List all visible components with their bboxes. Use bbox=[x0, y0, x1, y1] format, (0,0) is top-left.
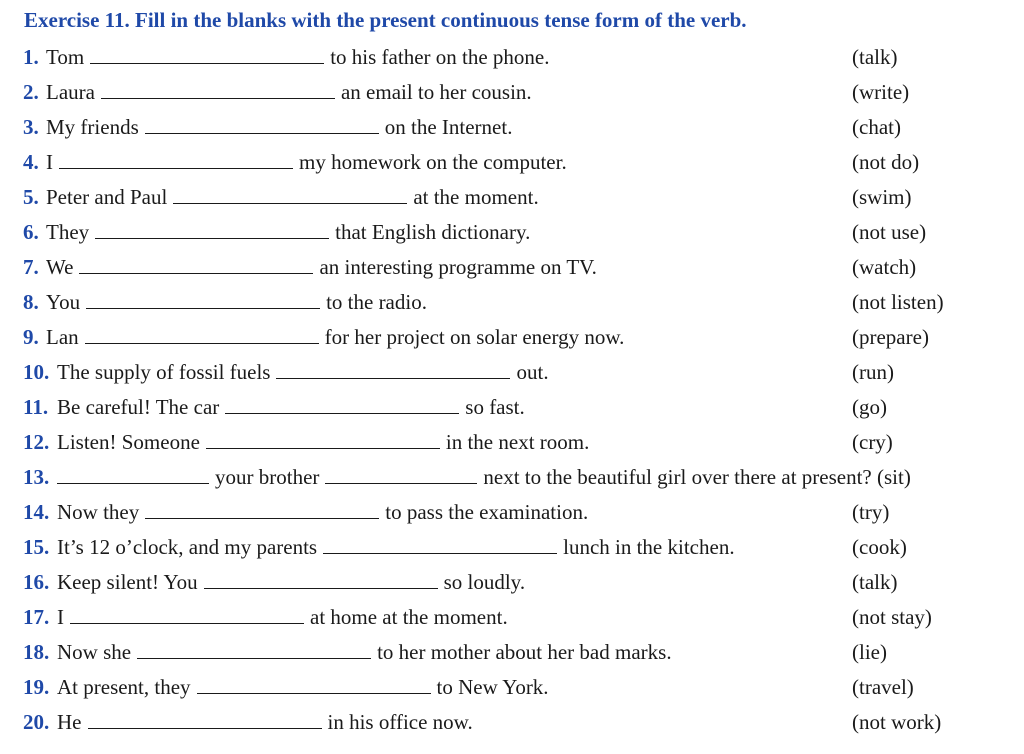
exercise-item-14 bbox=[0, 495, 1024, 530]
answer-blank[interactable] bbox=[57, 463, 209, 484]
sentence-start: Tom bbox=[46, 45, 85, 69]
item-sentence bbox=[46, 320, 624, 355]
sentence-start: It’s 12 o’clock, and my parents bbox=[57, 535, 318, 559]
exercise-item-2 bbox=[0, 75, 1024, 110]
sentence-start: The supply of fossil fuels bbox=[57, 360, 271, 384]
exercise-item-7 bbox=[0, 250, 1024, 285]
answer-blank[interactable] bbox=[85, 323, 319, 344]
item-sentence bbox=[57, 705, 473, 740]
exercise-item-6 bbox=[0, 215, 1024, 250]
item-sentence bbox=[57, 565, 525, 600]
item-number: 15. bbox=[23, 535, 50, 559]
answer-blank[interactable] bbox=[101, 78, 335, 99]
item-number: 18. bbox=[23, 640, 50, 664]
sentence-end: out. bbox=[516, 360, 549, 384]
item-sentence bbox=[57, 495, 588, 530]
verb-hint: (travel) bbox=[852, 675, 914, 699]
verb-hint: (swim) bbox=[852, 185, 912, 209]
answer-blank[interactable] bbox=[137, 638, 371, 659]
sentence-end: to her mother about her bad marks. bbox=[377, 640, 672, 664]
item-sentence bbox=[46, 250, 597, 285]
verb-hint: (lie) bbox=[852, 640, 887, 664]
item-sentence bbox=[46, 75, 532, 110]
item-sentence bbox=[46, 215, 530, 250]
exercise-item-11 bbox=[0, 390, 1024, 425]
verb-hint: (cry) bbox=[852, 430, 893, 454]
verb-hint: (watch) bbox=[852, 255, 917, 279]
verb-hint: (run) bbox=[852, 360, 894, 384]
sentence-start: Keep silent! You bbox=[57, 570, 198, 594]
answer-blank[interactable] bbox=[173, 183, 407, 204]
exercise-item-4 bbox=[0, 145, 1024, 180]
answer-blank[interactable] bbox=[95, 218, 329, 239]
answer-blank[interactable] bbox=[204, 568, 438, 589]
item-sentence bbox=[46, 285, 427, 320]
exercise-item-15 bbox=[0, 530, 1024, 565]
verb-hint: (write) bbox=[852, 80, 910, 104]
exercise-item-17 bbox=[0, 600, 1024, 635]
verb-hint: (try) bbox=[852, 500, 890, 524]
exercise-item-9 bbox=[0, 320, 1024, 355]
item-number: 9. bbox=[23, 325, 39, 349]
answer-blank[interactable] bbox=[225, 393, 459, 414]
exercise-item-19 bbox=[0, 670, 1024, 705]
verb-hint: (go) bbox=[852, 395, 887, 419]
sentence-end: to New York. bbox=[436, 675, 549, 699]
item-sentence bbox=[57, 355, 549, 390]
sentence-end: next to the beautiful girl over there at present? (sit) bbox=[483, 465, 911, 489]
item-sentence bbox=[57, 530, 735, 565]
sentence-start: Listen! Someone bbox=[57, 430, 200, 454]
item-number: 19. bbox=[23, 675, 50, 699]
exercise-item-18 bbox=[0, 635, 1024, 670]
sentence-start: At present, they bbox=[57, 675, 191, 699]
verb-hint: (talk) bbox=[852, 45, 898, 69]
sentence-end: at home at the moment. bbox=[310, 605, 508, 629]
item-sentence bbox=[46, 180, 539, 215]
answer-blank[interactable] bbox=[59, 148, 293, 169]
sentence-end: for her project on solar energy now. bbox=[324, 325, 625, 349]
item-sentence bbox=[57, 635, 672, 670]
item-sentence bbox=[46, 40, 549, 75]
answer-blank[interactable] bbox=[276, 358, 510, 379]
item-sentence bbox=[57, 600, 508, 635]
item-number: 14. bbox=[23, 500, 50, 524]
sentence-end: so loudly. bbox=[443, 570, 526, 594]
item-number: 12. bbox=[23, 430, 50, 454]
item-number: 17. bbox=[23, 605, 50, 629]
sentence-end: in the next room. bbox=[445, 430, 590, 454]
sentence-end: lunch in the kitchen. bbox=[563, 535, 735, 559]
exercise-item-3 bbox=[0, 110, 1024, 145]
exercise-title: Exercise 11. Fill in the blanks with the present continuous tense form of the verb. bbox=[24, 8, 747, 32]
sentence-start: We bbox=[46, 255, 74, 279]
item-number: 4. bbox=[23, 150, 39, 174]
exercise-item-12 bbox=[0, 425, 1024, 460]
exercise-item-1 bbox=[0, 40, 1024, 75]
verb-hint: (prepare) bbox=[852, 325, 929, 349]
answer-blank[interactable] bbox=[323, 533, 557, 554]
sentence-middle: your brother bbox=[215, 465, 320, 489]
answer-blank[interactable] bbox=[70, 603, 304, 624]
item-sentence bbox=[46, 145, 567, 180]
item-sentence bbox=[57, 460, 911, 495]
item-number: 7. bbox=[23, 255, 39, 279]
item-number: 8. bbox=[23, 290, 39, 314]
sentence-start: They bbox=[46, 220, 90, 244]
item-number: 3. bbox=[23, 115, 39, 139]
answer-blank[interactable] bbox=[79, 253, 313, 274]
item-number: 10. bbox=[23, 360, 50, 384]
verb-hint: (not work) bbox=[852, 710, 942, 734]
sentence-end: to pass the examination. bbox=[385, 500, 589, 524]
sentence-end: an email to her cousin. bbox=[340, 80, 532, 104]
exercise-list bbox=[0, 40, 1024, 740]
answer-blank[interactable] bbox=[197, 673, 431, 694]
exercise-item-8 bbox=[0, 285, 1024, 320]
exercise-item-16 bbox=[0, 565, 1024, 600]
sentence-end: on the Internet. bbox=[384, 115, 513, 139]
sentence-start: Lan bbox=[46, 325, 79, 349]
sentence-end: to his father on the phone. bbox=[330, 45, 550, 69]
exercise-item-13 bbox=[0, 460, 1024, 495]
sentence-start: Be careful! The car bbox=[57, 395, 220, 419]
sentence-end: in his office now. bbox=[327, 710, 473, 734]
item-sentence bbox=[57, 670, 549, 705]
sentence-start: Laura bbox=[46, 80, 95, 104]
item-sentence bbox=[57, 425, 589, 460]
sentence-end: that English dictionary. bbox=[335, 220, 531, 244]
verb-hint: (talk) bbox=[852, 570, 898, 594]
item-number: 13. bbox=[23, 465, 50, 489]
sentence-start: Peter and Paul bbox=[46, 185, 168, 209]
item-number: 11. bbox=[23, 395, 49, 419]
sentence-start: My friends bbox=[46, 115, 139, 139]
verb-hint: (not use) bbox=[852, 220, 927, 244]
answer-blank[interactable] bbox=[325, 463, 477, 484]
sentence-start: I bbox=[46, 150, 53, 174]
answer-blank[interactable] bbox=[86, 288, 320, 309]
sentence-start: I bbox=[57, 605, 64, 629]
item-number: 6. bbox=[23, 220, 39, 244]
sentence-end: so fast. bbox=[465, 395, 525, 419]
item-sentence bbox=[57, 390, 525, 425]
sentence-end: an interesting programme on TV. bbox=[319, 255, 597, 279]
item-number: 1. bbox=[23, 45, 39, 69]
item-number: 20. bbox=[23, 710, 50, 734]
verb-hint: (not stay) bbox=[852, 605, 932, 629]
sentence-end: at the moment. bbox=[413, 185, 539, 209]
verb-hint: (not do) bbox=[852, 150, 920, 174]
answer-blank[interactable] bbox=[145, 113, 379, 134]
sentence-start: Now they bbox=[57, 500, 140, 524]
answer-blank[interactable] bbox=[145, 498, 379, 519]
exercise-item-10 bbox=[0, 355, 1024, 390]
verb-hint: (not listen) bbox=[852, 290, 944, 314]
item-number: 5. bbox=[23, 185, 39, 209]
item-number: 16. bbox=[23, 570, 50, 594]
verb-hint: (cook) bbox=[852, 535, 907, 559]
item-number: 2. bbox=[23, 80, 39, 104]
answer-blank[interactable] bbox=[206, 428, 440, 449]
sentence-start: Now she bbox=[57, 640, 132, 664]
exercise-item-20 bbox=[0, 705, 1024, 740]
sentence-end: my homework on the computer. bbox=[299, 150, 567, 174]
item-sentence bbox=[46, 110, 512, 145]
sentence-start: He bbox=[57, 710, 82, 734]
answer-blank[interactable] bbox=[90, 43, 324, 64]
answer-blank[interactable] bbox=[88, 708, 322, 729]
sentence-start: You bbox=[46, 290, 81, 314]
verb-hint: (chat) bbox=[852, 115, 901, 139]
exercise-item-5 bbox=[0, 180, 1024, 215]
sentence-end: to the radio. bbox=[326, 290, 427, 314]
